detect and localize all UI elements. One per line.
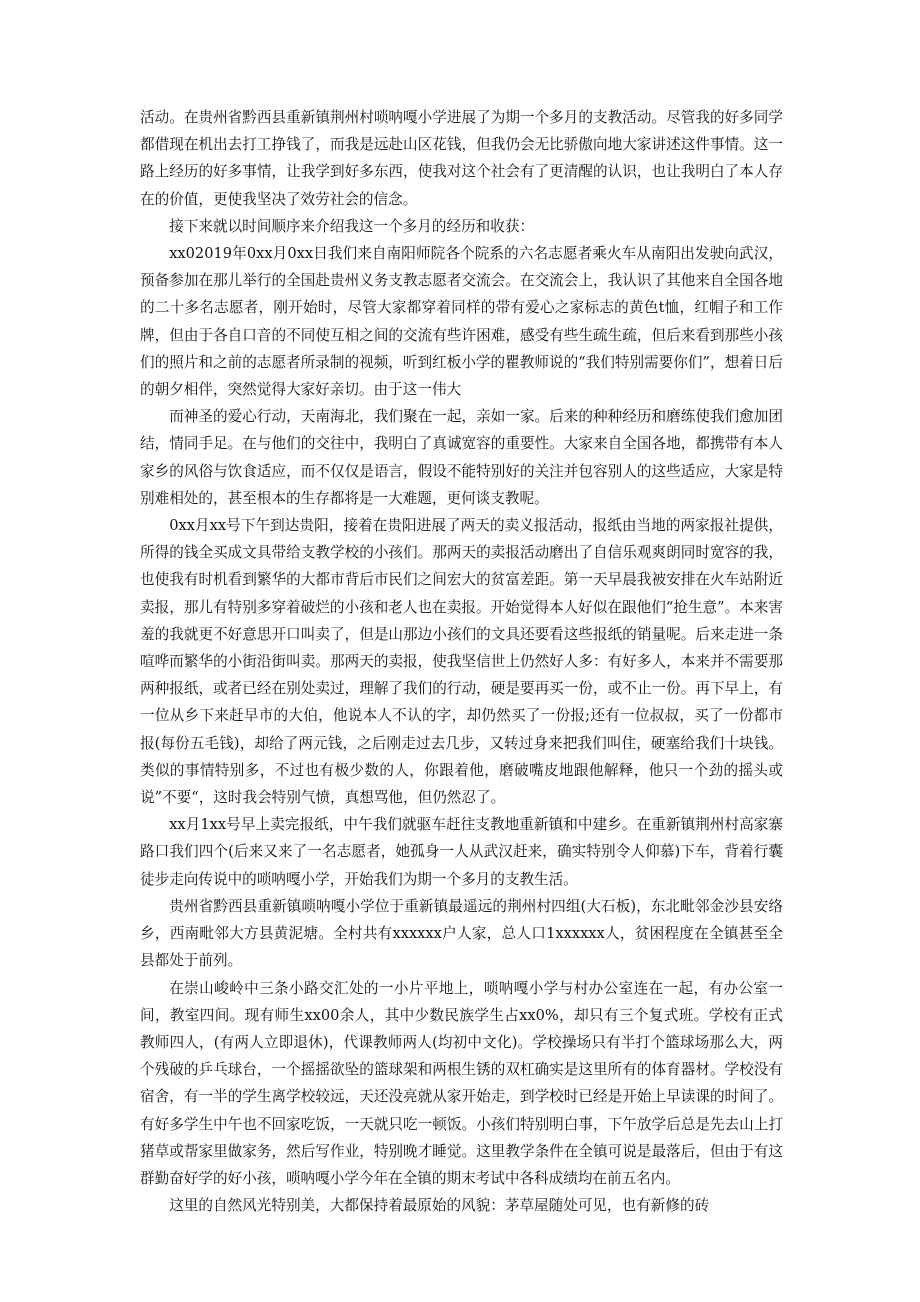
paragraph-9: 这里的自然风光特别美，大都保持着最原始的风貌：茅草屋随处可见，也有新修的砖 bbox=[169, 1197, 710, 1215]
paragraph-8: 在崇山峻岭中三条小路交汇处的一小片平地上，唢呐嘎小学与村办公室连在一起，有办公室一间，教室四间。现有师生xx00余人，其中少数民族学生占xx0%，却只有三个复式班。学校有正式教师四人，(有两人立即退休)，代课教师两人(均初中文化)。学校操场只有半打个篮球场那么大，两个残破的乒乓球台，一个摇摇欲坠的篮球架和两根生锈的双杠确实是这里所有的体育器材。学校没有宿舍，有一半的学生离学校较远，天还没亮就从家开始走，到学校时已经是开始上早读课的时间了。有好多学生中午也不回家吃饭，一天就只吃一顿饭。小孩们特别明白事，下午放学后总是先去山上打猪草或帮家里做家务，然后写作业，特别晚才睡觉。这里教学条件在全镇可说是最落后，但由于有这群勤奋好学的好小孩，唢呐嘎小学今年在全镇的期末考试中各科成绩均在前五名内。 bbox=[140, 979, 783, 1187]
paragraph-2: 接下来就以时间顺序来介绍我这一个多月的经历和收获： bbox=[169, 217, 535, 235]
paragraph-4: 而神圣的爱心行动，天南海北，我们聚在一起，亲如一家。后来的种种经历和磨练使我们愈加团结，情同手足。在与他们的交往中，我明白了真诚宽容的重要性。大家来自全国各地，都携带有本人家乡的风俗与饮食适应，而不仅仅是语言，假设不能特别好的关注并包容别人的这些适应，大家是特别难相处的，甚至根本的生存都将是一大难题，更何谈支教呢。 bbox=[140, 408, 783, 507]
paragraph-5: 0xx月xx号下午到达贵阳，接着在贵阳进展了两天的卖义报活动，报纸由当地的两家报社提供，所得的钱全买成文具带给支教学校的小孩们。那两天的卖报活动磨出了自信乐观爽朗同时宽容的我，也使我有时机看到繁华的大都市背后市民们之间宏大的贫富差距。第一天早晨我被安排在火车站附近卖报，那儿有特别多穿着破烂的小孩和老人也在卖报。开始觉得本人好似在跟他们“抢生意”。本来害羞的我就更不好意思开口叫卖了，但是山那边小孩们的文具还要看这些报纸的销量呢。后来走进一条喧哗而繁华的小街沿街叫卖。那两天的卖报，使我坚信世上仍然好人多：有好多人，本来并不需要那两种报纸，或者已经在别处卖过，理解了我们的行动，硬是要再买一份，或不止一份。再下早上，有一位从乡下来赶早市的大伯，他说本人不认的字，却仍然买了一份报;还有一位叔叔，买了一份都市报(每份五毛钱)，却给了两元钱，之后刚走过去几步，又转过身来把我们叫住，硬塞给我们十块钱。类似的事情特别多，不过也有极少数的人，你跟着他，磨破嘴皮地跟他解释，他只一个劲的摇头或说”不要“，这时我会特别气愤，真想骂他，但仍然忍了。 bbox=[140, 517, 783, 807]
paragraph-3: xx02019年0xx月0xx日我们来自南阳师院各个院系的六名志愿者乘火车从南阳出发驶向武汉，预备参加在那儿举行的全国赴贵州义务支教志愿者交流会。在交流会上，我认识了其他来自全国各地的二十多名志愿者，刚开始时，尽管大家都穿着同样的带有爱心之家标志的黄色t恤，红帽子和工作牌，但由于各自口音的不同使互相之间的交流有些许困难，感受有些生疏生疏，但后来看到那些小孩们的照片和之前的志愿者所录制的视频，听到红板小学的瞿教师说的“我们特别需要你们”，想着日后的朝夕相伴，突然觉得大家好亲切。由于这一伟大 bbox=[140, 245, 783, 399]
paragraph-1: 活动。在贵州省黔西县重新镇荆州村唢呐嘎小学进展了为期一个多月的支教活动。尽管我的好多同学都借现在机出去打工挣钱了，而我是远赴山区花钱，但我仍会无比骄傲向地大家讲述这件事情。这一路上经历的好多事情，让我学到好多东西，使我对这个社会有了更清醒的认识，也让我明白了本人存在的价值，更使我坚决了效劳社会的信念。 bbox=[140, 109, 783, 208]
document-page bbox=[140, 104, 783, 1219]
paragraph-6: xx月1xx号早上卖完报纸，中午我们就驱车赶往支教地重新镇和中建乡。在重新镇荆州村高家寨路口我们四个(后来又来了一名志愿者，她孤身一人从武汉赶来，确实特别令人仰慕)下车，背着行囊徒步走向传说中的唢呐嘎小学，开始我们为期一个多月的支教生活。 bbox=[140, 816, 783, 888]
paragraph-7: 贵州省黔西县重新镇唢呐嘎小学位于重新镇最遥远的荆州村四组(大石板)，东北毗邻金沙县安络乡，西南毗邻大方县黄泥塘。全村共有xxxxxx户人家，总人口1xxxxxx人，贫困程度在全镇甚至全县都处于前列。 bbox=[140, 897, 783, 970]
